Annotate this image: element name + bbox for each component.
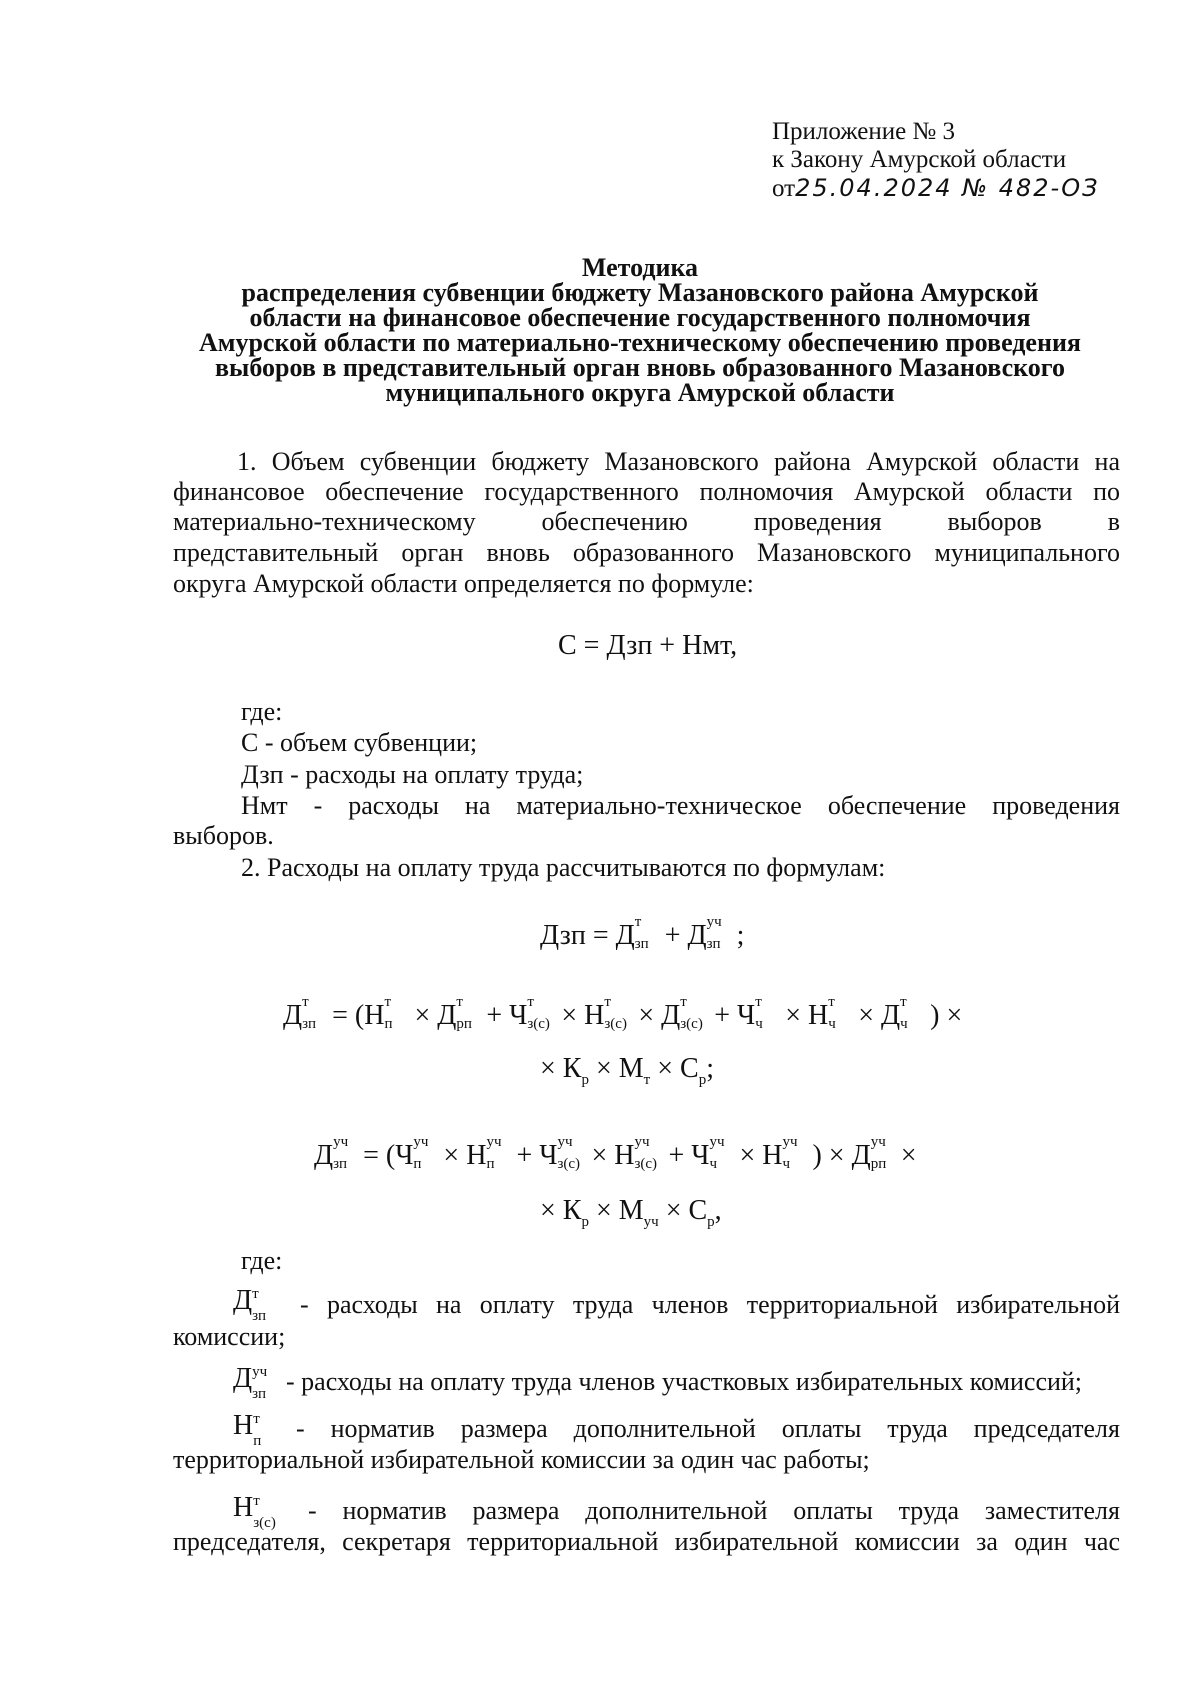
title-line-6: муниципального округа Амурской области <box>385 378 895 407</box>
def-nt-p-line-1: - норматив размера дополнительной оплаты труда председателя <box>296 1414 1120 1443</box>
para1-line-5: округа Амурской области определяется по формуле: <box>173 569 754 598</box>
handwritten-date: 25.04.2024 № 482-ОЗ <box>795 174 1100 202</box>
para1-line-4: представительный орган вновь образованного Мазановского муниципального <box>173 538 1120 567</box>
symbol-dt-zp: Д т зп <box>233 1285 267 1324</box>
where-label-1: где: <box>241 697 283 726</box>
formula-subvention: С = Дзп + Нмт, <box>558 630 738 661</box>
def-dt-zp-line-2: комиссии; <box>173 1322 286 1351</box>
appendix-header <box>772 118 1100 203</box>
paragraph-2: 2. Расходы на оплату труда рассчитываются по формулам: <box>241 853 886 882</box>
para1-line-2: финансовое обеспечение государственного полномочия Амурской области по <box>173 477 1120 506</box>
formula-dt-zp-line-1: Д т зп = (Н т п × Д т рп + Ч т з(с) × Н т з(с) × Д т з(с) + Ч т ч × Н т ч × Д т ч ) × <box>283 994 963 1032</box>
def-nt-zs-line-1: - норматив размера дополнительной оплаты труда заместителя <box>308 1496 1120 1525</box>
def-dzp: Дзп - расходы на оплату труда; <box>241 760 584 789</box>
def-dt-zp-line-1: - расходы на оплату труда членов территориальной избирательной <box>300 1290 1120 1319</box>
def-nt-p-line-2: территориальной избирательной комиссии за один час работы; <box>173 1445 870 1474</box>
symbol-duch-zp: Д уч зп <box>233 1363 268 1402</box>
document-title <box>150 255 1130 405</box>
para1-line-1: 1. Объем субвенции бюджету Мазановского района Амурской области на <box>237 447 1120 476</box>
symbol-nt-p: Н т п <box>233 1410 262 1449</box>
def-nmt-line-1: Нмт - расходы на материально-техническое обеспечение проведения <box>241 791 1120 820</box>
title-line-5: выборов в представительный орган вновь образованного Мазановского <box>215 353 1065 382</box>
formula-duch-zp-line-2: × $К_р \times М_{уч} \times С_р$, <box>540 1195 722 1230</box>
appendix-date <box>772 174 1100 203</box>
def-c: С - объем субвенции; <box>241 728 478 757</box>
title-line-1: Методика <box>581 253 699 282</box>
def-nt-zs-line-2: председателя, секретаря территориальной избирательной комиссии за один час <box>173 1527 1120 1556</box>
appendix-law: к Закону Амурской области <box>772 146 1067 173</box>
title-line-4: Амурской области по материально-техническому обеспечению проведения <box>198 328 1081 357</box>
appendix-date-prefix: от <box>772 175 796 202</box>
where-label-2: где: <box>241 1246 283 1275</box>
title-line-3: области на финансовое обеспечение государственного полномочия <box>249 303 1031 332</box>
appendix-number: Приложение № 3 <box>772 118 956 145</box>
title-line-2: распределения субвенции бюджету Мазановского района Амурской <box>241 278 1039 307</box>
formula-dt-zp-line-2: × $К_р \times М_т \times С_р$; <box>540 1053 714 1088</box>
symbol-nt-zs: Н т з(с) <box>233 1492 276 1531</box>
def-nmt-line-2: выборов. <box>173 821 274 850</box>
formula-duch-zp-line-1: Д уч зп = (Ч уч п × Н уч п + Ч уч з(с) × Н уч з(с) + Ч уч ч × Н уч ч ) × Д уч рп × <box>314 1134 917 1172</box>
formula-dzp: Дзп = Д т зп + Д уч зп ; <box>540 914 745 952</box>
def-duch-zp: - расходы на оплату труда членов участковых избирательных комиссий; <box>286 1367 1083 1396</box>
para1-line-3: материально-техническому обеспечению проведения выборов в <box>173 507 1120 536</box>
